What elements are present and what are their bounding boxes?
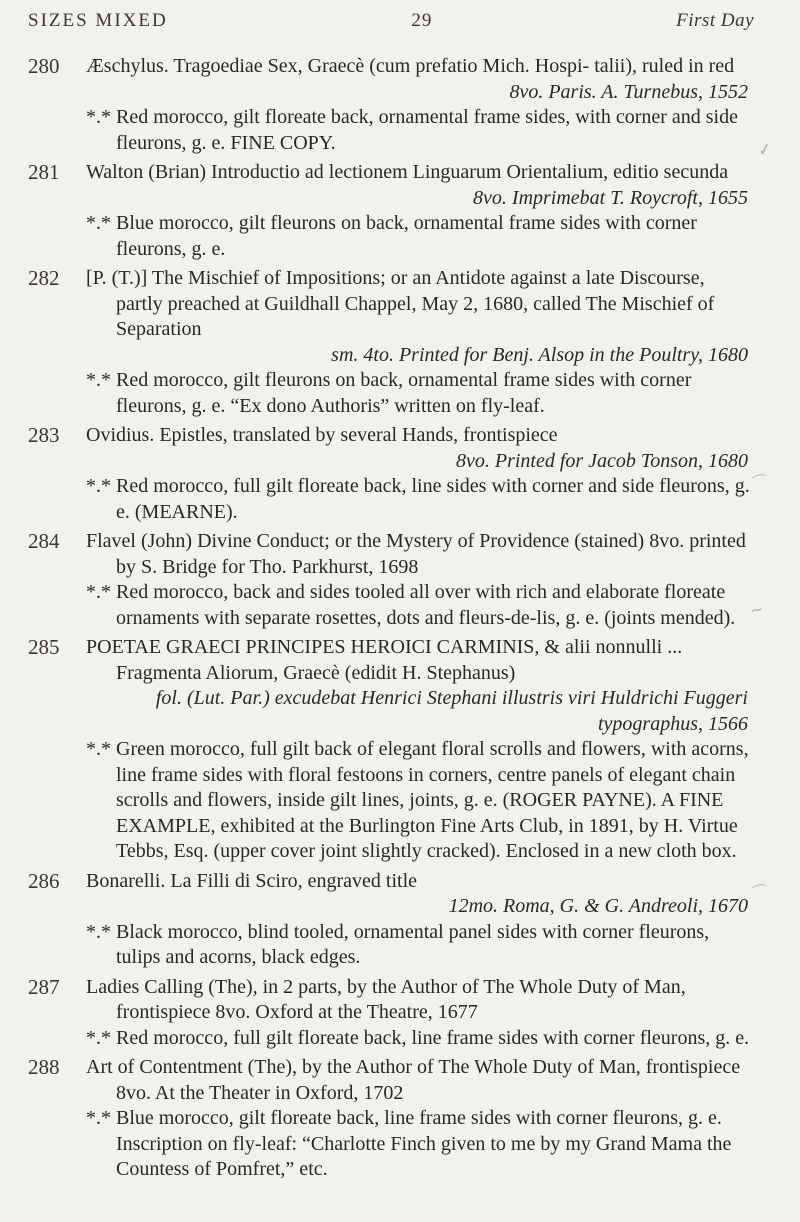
pencil-mark: ✓ [756, 138, 774, 161]
lot-description: *.* Red morocco, full gilt floreate back, line sides with corner and side fleurons, g. e. (MEARNE). [86, 475, 750, 523]
lot-description: *.* Blue morocco, gilt fleurons on back, ornamental frame sides with corner fleurons, g. e. [86, 212, 697, 260]
lot-body [86, 529, 754, 631]
lot-description: *.* Red morocco, full gilt floreate back, line frame sides with corner fleurons, g. e. [86, 1026, 750, 1049]
lot-description: *.* Black morocco, blind tooled, ornamental panel sides with corner fleurons, tulips and acorns, black edges. [86, 920, 710, 968]
lot-entry [28, 975, 754, 1052]
lot-number: 281 [28, 160, 60, 184]
lot-body [86, 869, 754, 971]
lot-description: *.* Red morocco, gilt fleurons on back, ornamental frame sides with corner fleurons, g. e. “Ex dono Authoris” written on fly-leaf. [86, 369, 692, 417]
lot-title: Ovidius. Epistles, translated by several Hands, frontispiece [86, 424, 558, 446]
page-number: 29 [411, 10, 433, 31]
lot-title: POETAE GRAECI PRINCIPES HEROICI CARMINIS, & alii nonnulli ... Fragmenta Aliorum, Graecè (edidit H. Stephanus) [86, 636, 683, 684]
lot-title: Ladies Calling (The), in 2 parts, by the Author of The Whole Duty of Man, frontispiece 8vo. Oxford at the Theatre, 1677 [86, 975, 686, 1023]
lot-title: [P. (T.)] The Mischief of Impositions; or an Antidote against a late Discourse, partly preached at Guildhall Chappel, May 2, 1680, called The Mischief of Separation [86, 267, 715, 340]
lot-entry [28, 266, 754, 419]
lot-entry [28, 54, 754, 156]
lot-number: 286 [28, 868, 60, 893]
lot-body [86, 160, 754, 262]
pencil-mark: ⌒ [750, 881, 771, 904]
pencil-mark: ~ [748, 598, 766, 621]
lot-body [86, 975, 754, 1052]
lot-imprint: sm. 4to. Printed for Benj. Alsop in the Poultry, 1680 [331, 343, 748, 366]
lot-title: Art of Contentment (The), by the Author of The Whole Duty of Man, frontispiece 8vo. At the Theater in Oxford, 1702 [86, 1056, 741, 1104]
lot-number: 285 [28, 635, 60, 659]
lot-entry [28, 869, 754, 971]
lot-entry [28, 160, 754, 262]
lot-number: 287 [28, 974, 60, 999]
lot-entry [28, 1055, 754, 1183]
lot-entry [28, 529, 754, 631]
lot-number: 288 [28, 1055, 60, 1079]
lot-number: 280 [28, 54, 60, 78]
lot-title: Æschylus. Tragoediae Sex, Graecè (cum prefatio Mich. Hospi- talii), ruled in red [86, 55, 735, 77]
section-heading: SIZES MIXED [28, 10, 168, 31]
lot-imprint: 8vo. Imprimebat T. Roycroft, 1655 [473, 186, 748, 209]
lot-imprint: 8vo. Printed for Jacob Tonson, 1680 [455, 449, 748, 472]
lot-entry [28, 423, 754, 525]
running-header [28, 10, 754, 32]
lot-number: 284 [28, 529, 60, 553]
lot-entry [28, 635, 754, 865]
day-heading: First Day [676, 10, 754, 31]
lot-description: *.* Red morocco, back and sides tooled all over with rich and elaborate floreate ornaments with separate rosettes, dots and fleurs-de-lis, g. e. (joints mended). [86, 581, 736, 629]
lot-body [86, 635, 754, 865]
lot-body [86, 54, 754, 156]
lot-title: Flavel (John) Divine Conduct; or the Mystery of Providence (stained) 8vo. printed by S. Bridge for Tho. Parkhurst, 1698 [86, 530, 746, 578]
lot-description: *.* Green morocco, full gilt back of elegant floral scrolls and flowers, with acorns, line frame sides with floral festoons in corners, centre panels of elegant chain scrolls and flowers, inside gilt lines, joints, g. e. (ROGER PAYNE). A FINE EXAMPLE, exhibited at the Burlington Fine Arts Club, in 1891, by H. Virtue Tebbs, Esq. (upper cover joint slightly cracked). Enclosed in a new cloth box. [86, 738, 749, 862]
lot-title: Bonarelli. La Filli di Sciro, engraved title [86, 869, 418, 892]
lot-body [86, 266, 754, 419]
lot-number: 283 [28, 423, 60, 447]
lot-body [86, 423, 754, 525]
lot-number: 282 [28, 266, 60, 290]
lot-title: Walton (Brian) Introductio ad lectionem Linguarum Orientalium, editio secunda [86, 161, 729, 183]
lot-description: *.* Red morocco, gilt floreate back, ornamental frame sides, with corner and side fleurons, g. e. FINE COPY. [86, 106, 738, 154]
lot-imprint: 12mo. Roma, G. & G. Andreoli, 1670 [448, 895, 748, 917]
lot-body [86, 1055, 754, 1183]
lot-imprint: 8vo. Paris. A. Turnebus, 1552 [509, 80, 748, 103]
lot-imprint: fol. (Lut. Par.) excudebat Henrici Stephani illustris viri Huldrichi Fuggeri typographus, 1566 [155, 687, 748, 735]
lot-description: *.* Blue morocco, gilt floreate back, line frame sides with corner fleurons, g. e. Inscription on fly-leaf: “Charlotte Finch given to me by my Grand Mama the Countess of Pomfret,” etc. [86, 1107, 732, 1180]
pencil-mark: ⌒ [750, 471, 771, 494]
